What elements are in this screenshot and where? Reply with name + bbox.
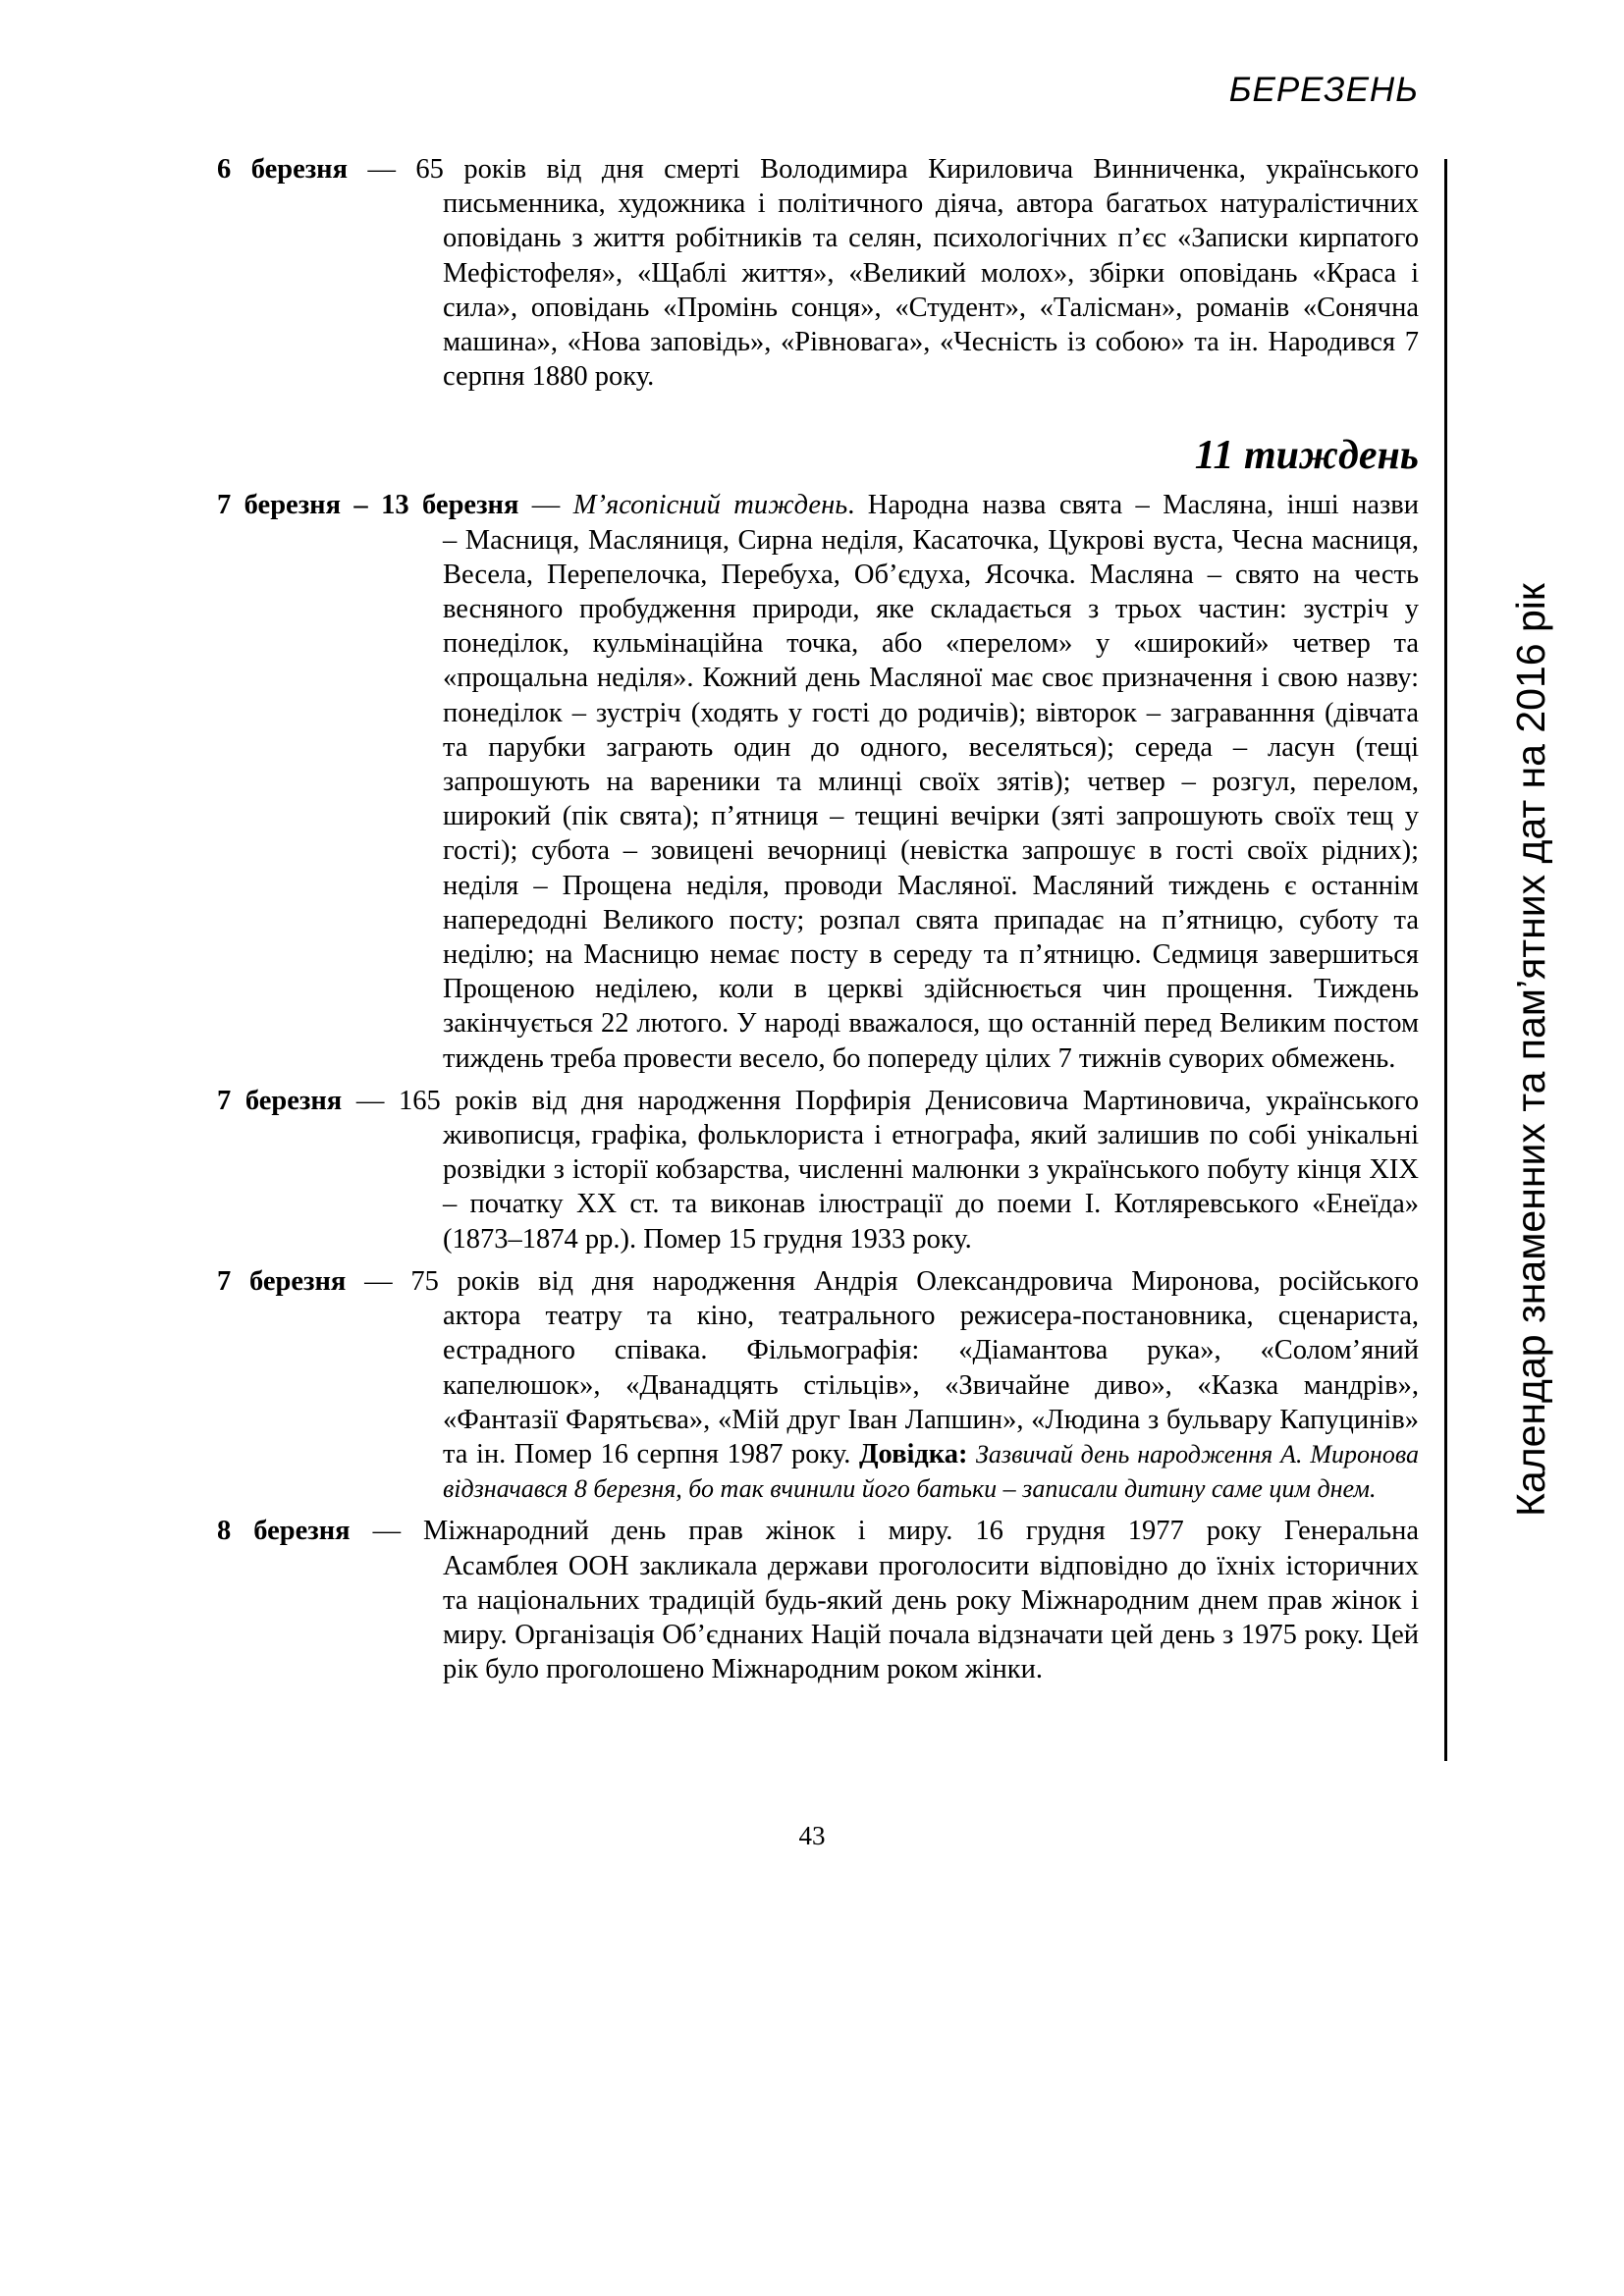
- entry-lead-text: — 165 років від дня народження Порфирія Денисовича Мартиновича, українського: [355, 1085, 1420, 1116]
- page-header-month: БЕРЕЗЕНЬ: [1228, 71, 1419, 109]
- entry-lead-line: [217, 1084, 1419, 1118]
- entry-date: 6 березня: [217, 154, 349, 185]
- entry-lead-text: . Народна назва свята – Масляна, інші назви: [847, 490, 1419, 521]
- entry-mironov: [217, 1264, 1419, 1506]
- entry-maslyana: [217, 488, 1419, 1075]
- entry-lead-line: [217, 1514, 1419, 1548]
- note-text: Зазвичай день народження А. Миронова відзначався 8 березня, бо так вчинили його батьки – записали дитину саме цим днем.: [443, 1439, 1420, 1504]
- week-heading: 11 тиждень: [1194, 433, 1419, 479]
- note-label: Довідка:: [858, 1438, 968, 1469]
- entry-date: 7 березня – 13 березня: [217, 490, 519, 521]
- entry-lead-line: [217, 152, 1419, 187]
- entry-lead-text: — 65 років від дня смерті Володимира Кириловича Винниченка, українського: [367, 154, 1420, 185]
- entry-womens-day: [217, 1514, 1419, 1686]
- entry-lead-line: [217, 1264, 1419, 1299]
- entry-date: 7 березня: [217, 1085, 343, 1116]
- entry-body: письменника, художника і політичного діяча, автора багатьох натуралістичних оповідань з життя робітників та селян, психологічних п’єс «Записки кирпатого Мефістофеля», «Щаблі життя», «Великий молох», збірки оповідань «Краса і сила», оповідань «Промінь сонця», «Студент», «Талісман», романів «Сонячна машина», «Нова заповідь», «Рівновага», «Чесність із собою» та ін. Народився 7 серпня 1880 року.: [443, 188, 1419, 393]
- entry-vynnychenko: [217, 152, 1419, 394]
- side-calendar-title: Календар знаменних та пам’ятних дат на 2016 рік: [1508, 583, 1553, 1517]
- entry-date: 7 березня: [217, 1265, 347, 1297]
- page-number: 43: [798, 1821, 826, 1850]
- entry-lead-line: [217, 488, 1419, 522]
- entry-dash: —: [518, 490, 573, 521]
- entry-body: [443, 1299, 1419, 1506]
- entry-body: живописця, графіка, фольклориста і етнографа, який залишив по собі унікальні розвідки з історії кобзарства, численні малюнки з українського побуту кінця ХІХ – початку ХХ ст. та виконав ілюстрації до поеми І. Котляревського «Енеїда» (1873–1874 рр.). Помер 15 грудня 1933 року.: [443, 1120, 1419, 1255]
- vertical-divider: [1444, 159, 1447, 1761]
- entry-lead-text: — Міжнародний день прав жінок і миру. 16 грудня 1977 року Генеральна: [372, 1516, 1419, 1547]
- entry-body-text: актора театру та кіно, театрального режисера-постановника, сценариста, естрадного співака. Фільмографія: «Діамантова рука», «Солом’яний капелюшок», «Дванадцять стільців», «Звичайне диво», «Казка мандрів», «Фантазії Фарятьєва», «Мій друг Іван Лапшин», «Людина з бульвару Капуцинів» та ін. Помер 16 серпня 1987 року.: [443, 1301, 1419, 1469]
- entry-date: 8 березня: [217, 1516, 351, 1547]
- entry-body: – Масниця, Масляниця, Сирна неділя, Касаточка, Цукрові вуста, Чесна масниця, Весела, Перепелочка, Перебуха, Об’єдуха, Ясочка. Масляна – свято на честь весняного пробудження природи, яке складається з трьох частин: зустріч у понеділок, кульмінаційна точка, або «перелом» у «широкий» четвер та «прощальна неділя». Кожний день Масляної має своє призначення і свою назву: понеділок – зустріч (ходять у гості до родичів); вівторок – заграванння (дівчата та парубки заграють один до одного, веселяться); середа – ласун (тещі запрошують на вареники та млинці своїх зятів); четвер – розгул, перелом, широкий (пік свята); п’ятниця – тещині вечірки (зяті запрошують своїх тещ у гості); субота – зовицені вечорниці (невістка запрошує в гості своїх рідних); неділя – Прощена неділя, проводи Масляної. Масляний тиждень є останнім напередодні Великого посту; розпал свята припадає на п’ятницю, суботу та неділю; на Масницю немає посту в середу та п’ятницю. Седмиця завершиться Прощеною неділею, коли в церкві здійснюється чин прощення. Тиждень закінчується 22 лютого. У народі вважалося, що останній перед Великим постом тиждень треба провести весело, бо попереду цілих 7 тижнів суворих обмежень.: [443, 524, 1419, 1074]
- entry-lead-text: — 75 років від дня народження Андрія Олександровича Миронова, російського: [364, 1265, 1419, 1297]
- entry-body: Асамблея ООН закликала держави проголосити відповідно до їхніх історичних та національних традицій будь-який день року Міжнародним днем прав жінок і миру. Організація Об’єднаних Націй почала відзначати цей день з 1975 року. Цей рік було проголошено Міжнародним роком жінки.: [443, 1550, 1419, 1685]
- entry-holiday-title: М’ясопісний тиждень: [572, 490, 848, 521]
- page-content: [217, 152, 1419, 1686]
- entry-martynovych: [217, 1084, 1419, 1256]
